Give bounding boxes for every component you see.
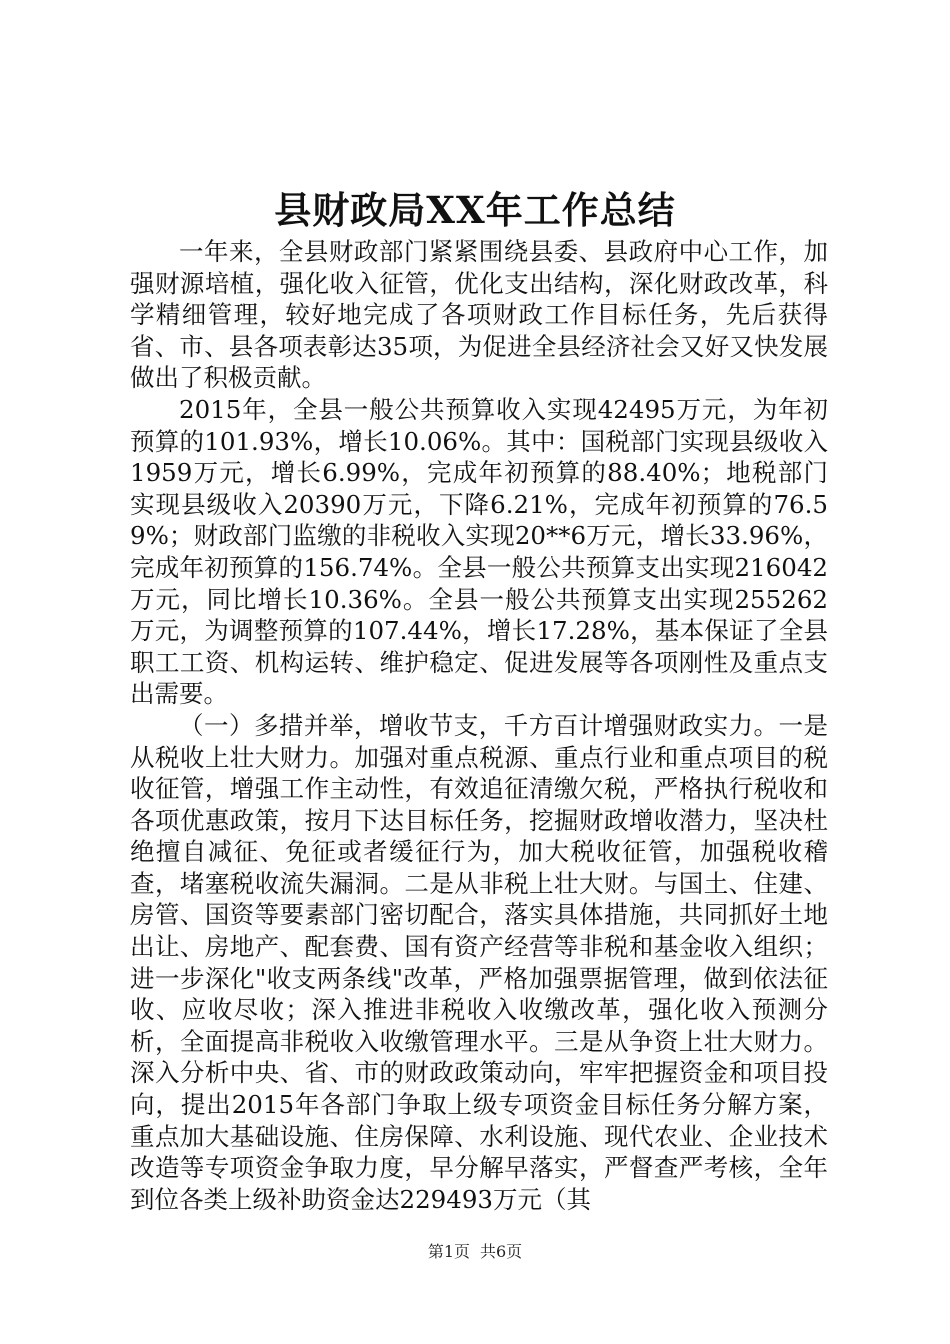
paragraph-measures: （一）多措并举，增收节支，千方百计增强财政实力。一是从税收上壮大财力。加强对重点税源、重点行业和重点项目的税收征管，增强工作主动性，有效追征清缴欠税，严格执行税收和各项优惠政策，按月下达目标任务，挖掘财政增收潜力，坚决杜绝擅自减征、免征或者缓征行为，加大税收征管，加强税收稽查，堵塞税收流失漏洞。二是从非税上壮大财。与国土、住建、房管、国资等要素部门密切配合，落实具体措施，共同抓好土地出让、房地产、配套费、国有资产经营等非税和基金收入组织；进一步深化"收支两条线"改革，严格加强票据管理，做到依法征收、应收尽收；深入推进非税收入收缴改革，强化收入预测分析，全面提高非税收入收缴管理水平。三是从争资上壮大财力。深入分析中央、省、市的财政政策动向，牢牢把握资金和项目投向，提出2015年各部门争取上级专项资金目标任务分解方案，重点加大基础设施、住房保障、水利设施、现代农业、企业技术改造等专项资金争取力度，早分解早落实，严督查严考核，全年到位各类上级补助资金达229493万元（其 bbox=[130, 710, 828, 1214]
page-footer bbox=[0, 1242, 950, 1262]
paragraph-intro: 一年来，全县财政部门紧紧围绕县委、县政府中心工作，加强财源培植，强化收入征管，优化支出结构，深化财政改革，科学精细管理，较好地完成了各项财政工作目标任务，先后获得省、市、县各项表彰达35项，为促进全县经济社会又好又快发展做出了积极贡献。 bbox=[130, 237, 828, 393]
page-total: 共6页 bbox=[480, 1242, 523, 1261]
document-title: 县财政局XX年工作总结 bbox=[274, 188, 676, 232]
page-number: 第1页 bbox=[427, 1242, 470, 1261]
document-body bbox=[130, 236, 828, 1215]
paragraph-budget-summary: 2015年，全县一般公共预算收入实现42495万元，为年初预算的101.93%，增长10.06%。其中：国税部门实现县级收入1959万元，增长6.99%，完成年初预算的88.40%；地税部门实现县级收入20390万元，下降6.21%，完成年初预算的76.59%；财政部门监缴的非税收入实现20**6万元，增长33.96%，完成年初预算的156.74%。全县一般公共预算支出实现216042万元，同比增长10.36%。全县一般公共预算支出实现255262万元，为调整预算的107.44%，增长17.28%，基本保证了全县职工工资、机构运转、维护稳定、促进发展等各项刚性及重点支出需要。 bbox=[130, 394, 828, 709]
